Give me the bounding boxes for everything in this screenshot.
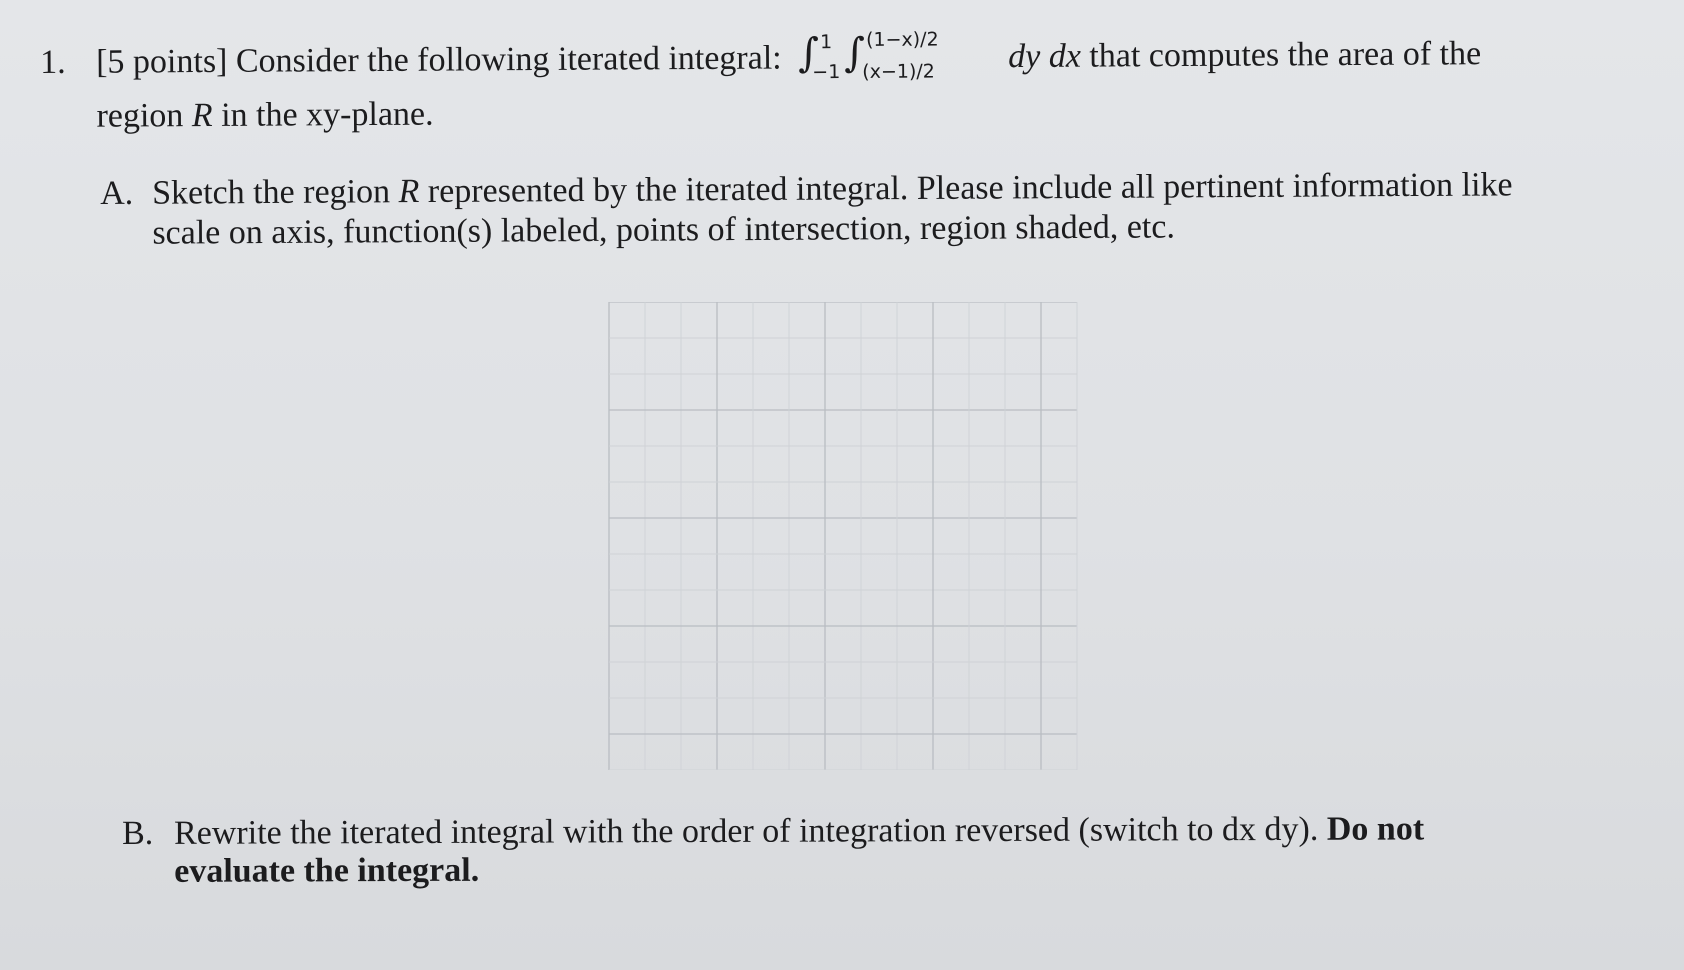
question-line-1 [96, 25, 1481, 91]
part-b-label: B. [122, 814, 154, 852]
part-a-label: A. [100, 174, 134, 212]
question-line-2 [96, 86, 433, 146]
part-b-line-2: evaluate the integral. [174, 851, 480, 890]
question-text-after-integral: that computes the area of the [1089, 35, 1482, 75]
part-a-suffix: represented by the iterated integral. Please include all pertinent information like [427, 166, 1513, 210]
inner-integral-sign: ∫ [844, 29, 866, 77]
question-1 [40, 24, 1640, 135]
part-b-line-1 [174, 809, 1424, 853]
inner-lower-limit: (x−1)/2 [862, 60, 935, 83]
region-variable: R [191, 96, 213, 135]
sketch-grid-lines [606, 302, 1080, 770]
question-intro-text: [5 points] Consider the following iterated integral: [96, 39, 782, 81]
question-number: 1. [40, 43, 66, 81]
outer-integral-sign: ∫ [798, 30, 820, 77]
part-b [122, 809, 1622, 890]
part-a [100, 163, 1600, 252]
line2-prefix: region [96, 97, 184, 135]
iterated-integral [790, 28, 990, 87]
sketch-grid[interactable] [606, 302, 1080, 770]
integral-differentials: dy dx [1008, 37, 1081, 76]
part-a-line-2: scale on axis, function(s) labeled, points of intersection, region shaded, etc. [152, 208, 1175, 252]
line2-suffix: in the xy-plane. [221, 95, 434, 134]
part-b-bold-start: Do not [1326, 810, 1425, 848]
outer-upper-limit: 1 [820, 31, 833, 54]
part-a-prefix: Sketch the region [152, 173, 391, 212]
inner-upper-limit: (1−x)/2 [866, 28, 939, 51]
part-b-instruction: Rewrite the iterated integral with the order of integration reversed (switch to dx dy). [174, 810, 1319, 852]
outer-lower-limit: −1 [812, 61, 841, 84]
part-a-region-variable: R [398, 173, 420, 211]
